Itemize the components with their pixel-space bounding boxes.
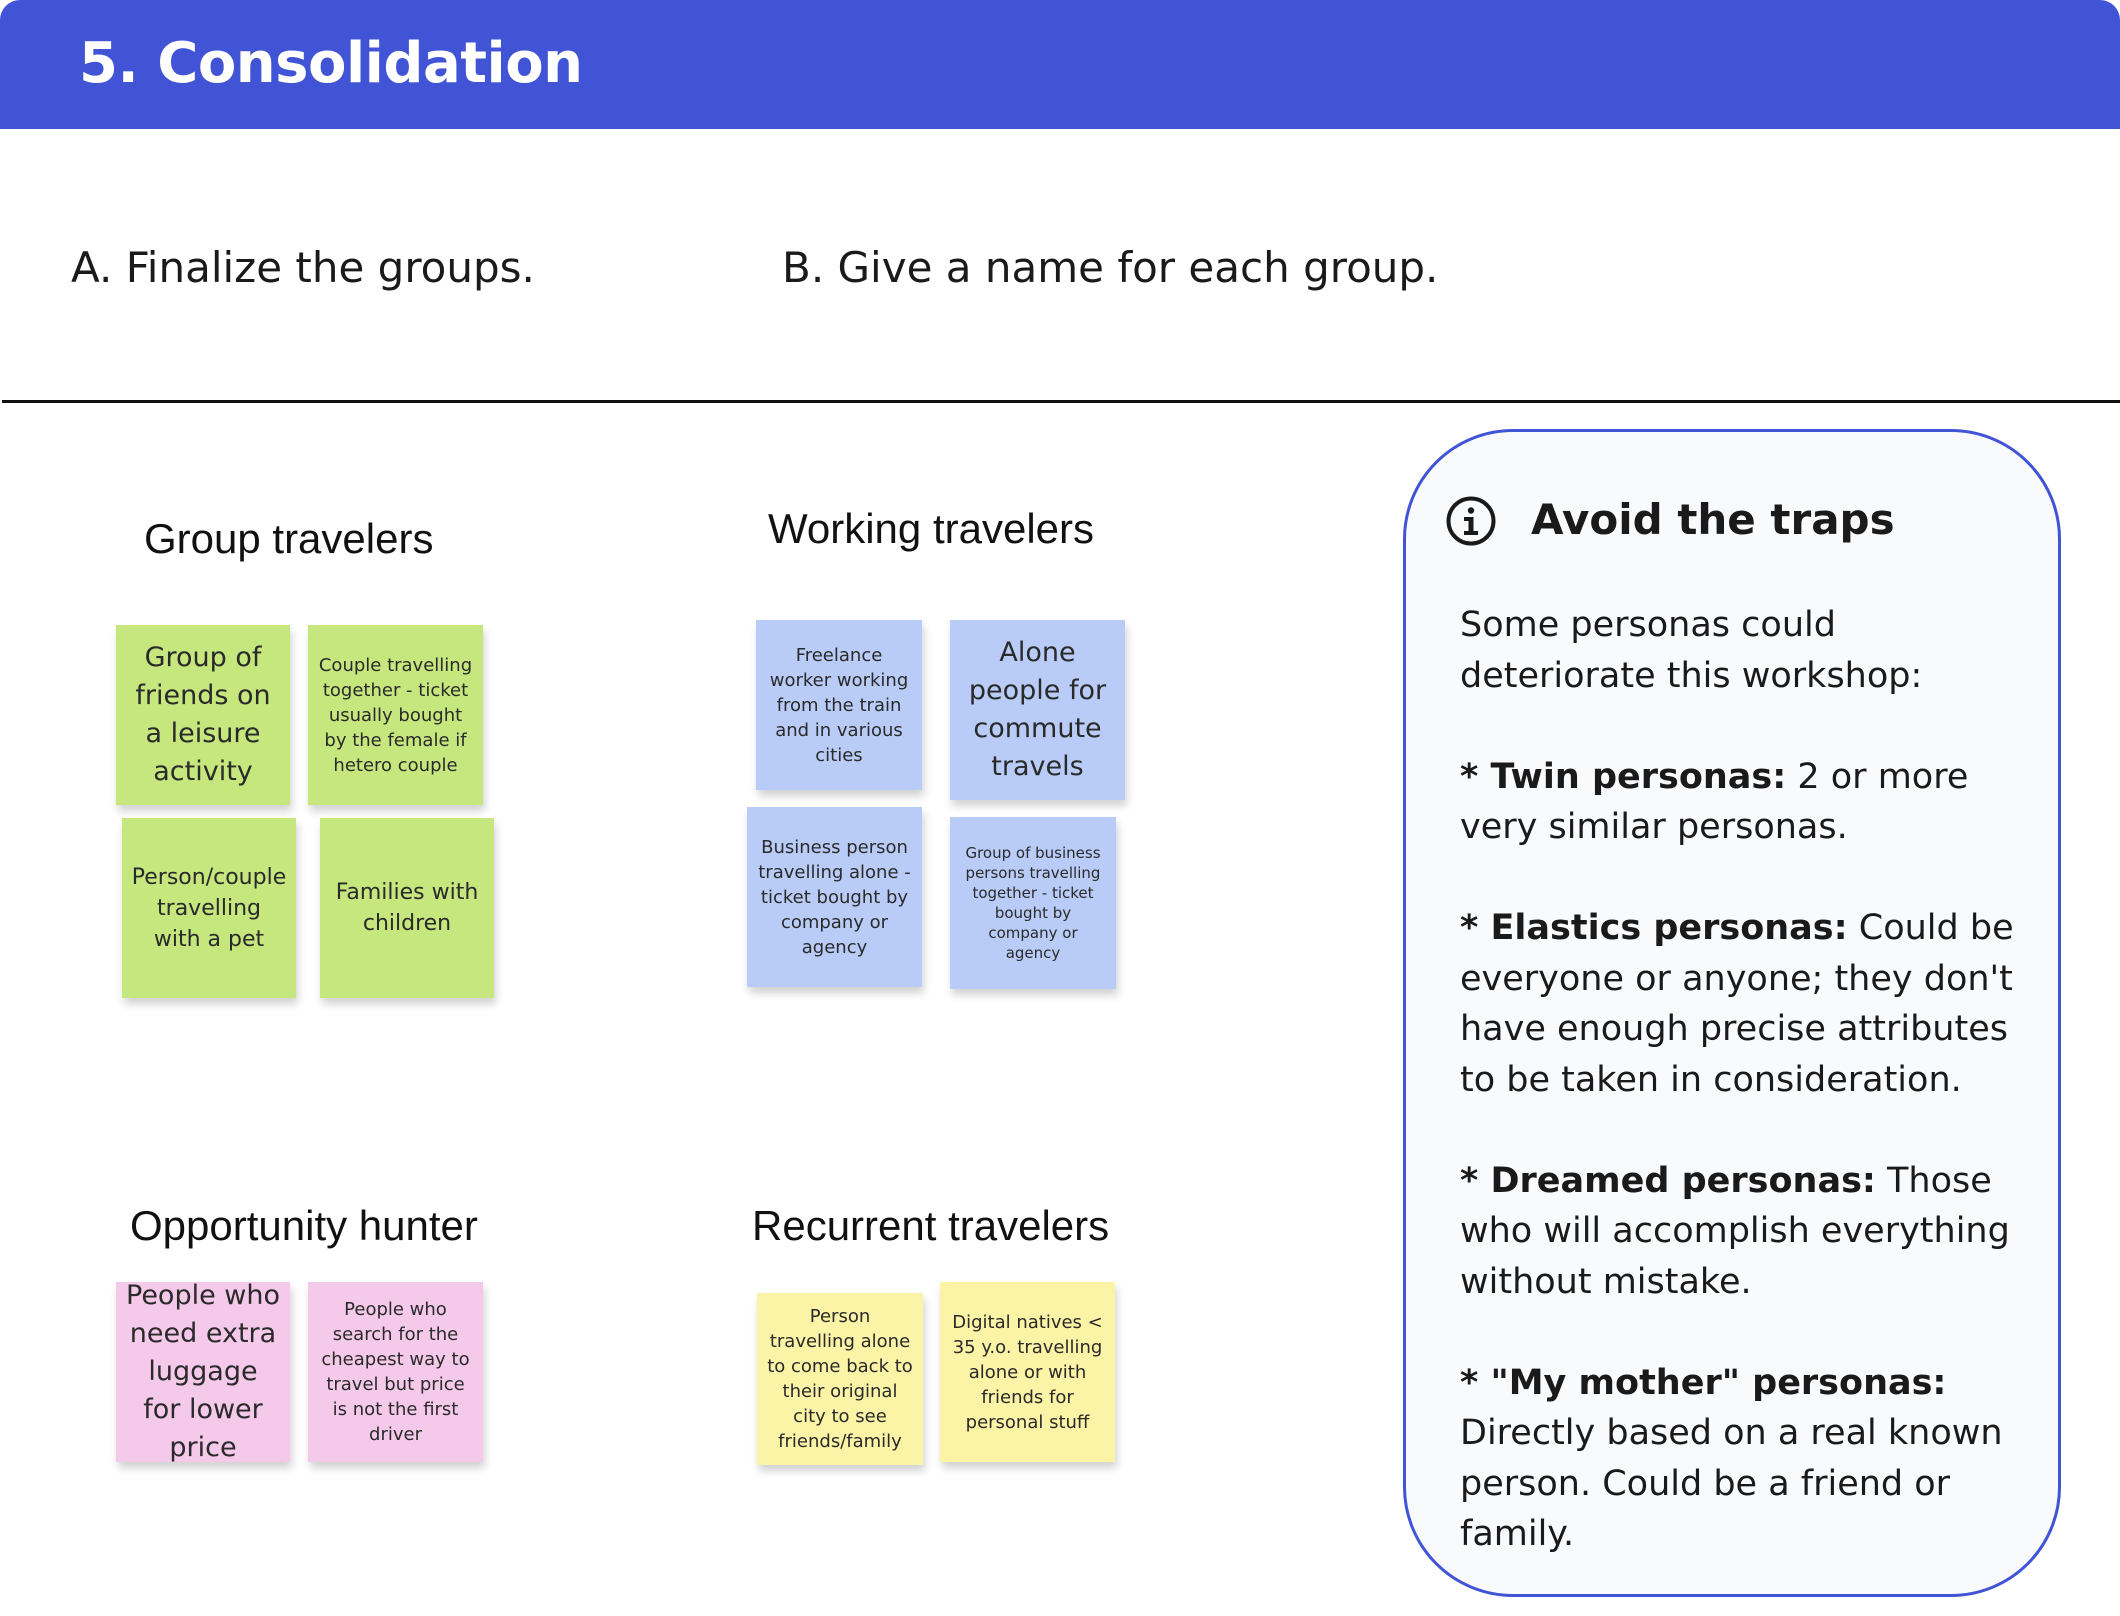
sticky-note[interactable]: Families with children [320,818,494,998]
group-title-opportunity-hunter: Opportunity hunter [130,1202,478,1249]
trap-text: Could be everyone or anyone; they don't have enough precise attributes to be taken in consideration. [1460,908,2014,1100]
trap-text: Those who will accomplish everything without mistake. [1460,1160,2010,1302]
instruction-b: B. Give a name for each group. [782,243,1439,292]
sticky-note[interactable]: Digital natives < 35 y.o. travelling alone or with friends for personal stuff [940,1282,1115,1462]
traps-body [1460,600,2030,1560]
sticky-note[interactable]: Person/couple travelling with a pet [122,818,296,998]
traps-intro: Some personas could deteriorate this workshop: [1460,605,1923,696]
instruction-a: A. Finalize the groups. [71,243,535,292]
sticky-note[interactable]: Person travelling alone to come back to their original city to see friends/family [757,1293,923,1465]
sticky-note[interactable]: Group of friends on a leisure activity [116,625,290,805]
trap-label: * Elastics personas: [1460,908,1848,948]
trap-item-twin [1460,752,2030,853]
sticky-note[interactable]: Group of business persons travelling together - ticket bought by company or agency [950,817,1116,989]
group-title-recurrent-travelers: Recurrent travelers [752,1202,1110,1249]
sticky-note[interactable]: People who need extra luggage for lower price [116,1282,290,1462]
trap-item-dreamed [1460,1156,2030,1308]
traps-title: Avoid the traps [1531,495,1895,544]
trap-label: * Dreamed personas: [1460,1160,1876,1201]
sticky-note[interactable]: People who search for the cheapest way to travel but price is not the first driver [308,1282,483,1462]
divider [2,400,2120,403]
sticky-note[interactable]: Couple travelling together - ticket usually bought by the female if hetero couple [308,625,483,805]
trap-item-my-mother [1460,1358,2030,1560]
trap-text: Directly based on a real known person. Could be a friend or family. [1460,1413,2003,1554]
header-bar [0,0,2120,129]
group-title-group-travelers: Group travelers [144,515,434,562]
trap-item-elastics [1460,903,2030,1105]
info-icon [1445,495,1497,547]
sticky-note[interactable]: Alone people for commute travels [950,620,1125,800]
trap-label: * "My mother" personas: [1460,1362,1947,1403]
page-title: 5. Consolidation [79,31,583,96]
group-title-working-travelers: Working travelers [768,505,1094,552]
sticky-note[interactable]: Business person travelling alone - ticket bought by company or agency [747,807,922,987]
trap-label: * Twin personas: [1460,756,1787,797]
sticky-note[interactable]: Freelance worker working from the train and in various cities [756,620,922,790]
trap-text: 2 or more very similar personas. [1460,756,1969,847]
